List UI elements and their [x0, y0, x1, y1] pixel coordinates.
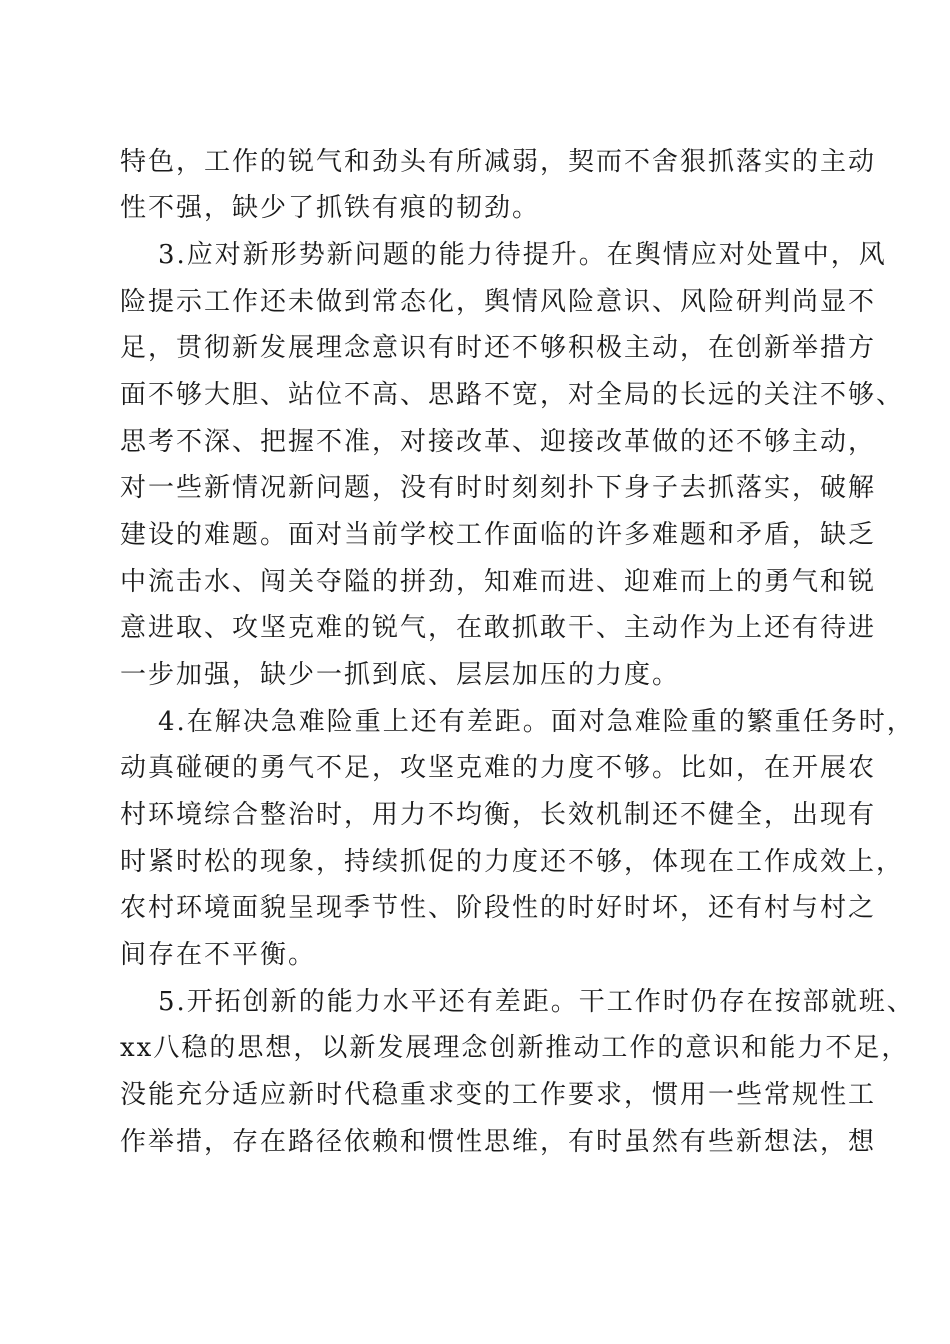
text-line: 面不够大胆、站位不高、思路不宽，对全局的长远的关注不够、	[120, 380, 905, 410]
paragraph-5-heading-line: 5.开拓创新的能力水平还有差距。干工作时仍存在按部就班、	[158, 987, 915, 1017]
text-line: 思考不深、把握不准，对接改革、迎接改革做的还不够主动，	[120, 427, 877, 457]
text-line: 村环境综合整治时，用力不均衡，长效机制还不健全，出现有	[120, 800, 877, 830]
text-line: 作举措，存在路径依赖和惯性思维，有时虽然有些新想法，想	[120, 1127, 877, 1157]
text-line: 特色，工作的锐气和劲头有所减弱，契而不舍狠抓落实的主动	[120, 147, 877, 177]
text-line: 性不强，缺少了抓铁有痕的韧劲。	[120, 193, 541, 223]
text-line: 意进取、攻坚克难的锐气，在敢抓敢干、主动作为上还有待进	[120, 613, 877, 643]
text-line: 没能充分适应新时代稳重求变的工作要求，惯用一些常规性工	[120, 1080, 877, 1110]
paragraph-4-heading-line: 4.在解决急难险重上还有差距。面对急难险重的繁重任务时，	[158, 707, 915, 737]
text-line: 间存在不平衡。	[120, 940, 317, 970]
text-line: 险提示工作还未做到常态化，舆情风险意识、风险研判尚显不	[120, 287, 877, 317]
text-line: 动真碰硬的勇气不足，攻坚克难的力度不够。比如，在开展农	[120, 753, 877, 783]
text-line: 农村环境面貌呈现季节性、阶段性的时好时坏，还有村与村之	[120, 893, 877, 923]
text-line: 足，贯彻新发展理念意识有时还不够积极主动，在创新举措方	[120, 333, 877, 363]
text-line: 时紧时松的现象，持续抓促的力度还不够，体现在工作成效上，	[120, 847, 905, 877]
paragraph-3-heading-line: 3.应对新形势新问题的能力待提升。在舆情应对处置中，风	[158, 240, 887, 270]
text-line: 建设的难题。面对当前学校工作面临的许多难题和矛盾，缺乏	[120, 520, 877, 550]
text-line: 对一些新情况新问题，没有时时刻刻扑下身子去抓落实，破解	[120, 473, 877, 503]
text-line: xx八稳的思想，以新发展理念创新推动工作的意识和能力不足，	[120, 1033, 910, 1063]
text-line: 一步加强，缺少一抓到底、层层加压的力度。	[120, 660, 681, 690]
text-line: 中流击水、闯关夺隘的拼劲，知难而进、迎难而上的勇气和锐	[120, 567, 877, 597]
